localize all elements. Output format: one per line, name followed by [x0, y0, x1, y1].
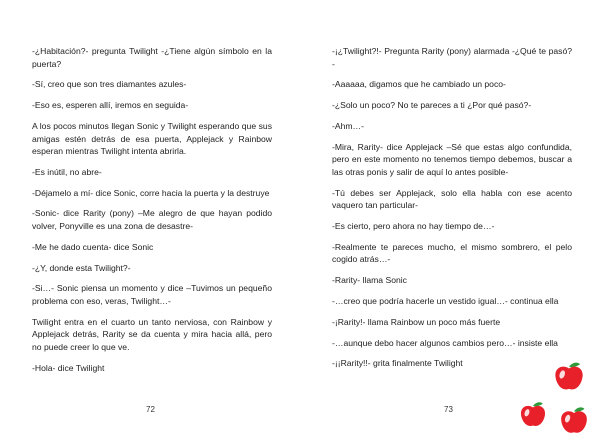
apple-cutie-mark-icon — [558, 405, 590, 437]
paragraph: -¡Rarity!- llama Rainbow un poco más fuerte — [332, 316, 501, 327]
paragraph: -¿Solo un poco? No te pareces a ti ¿Por qué pasó?- — [332, 100, 532, 111]
paragraph: Twilight entra en el cuarto un tanto nerviosa, con Rainbow y Applejack detrás, Rarity se da cuenta y mira hacia allá, pero no puede creer lo que ve. — [32, 316, 272, 352]
paragraph: -…aunque debo hacer algunos cambios pero…- insiste ella — [332, 337, 558, 348]
paragraph: -Ahm…- — [332, 120, 364, 131]
paragraph: -…creo que podría hacerle un vestido igual…- continua ella — [332, 296, 559, 306]
paragraph: -Sí, creo que son tres diamantes azules- — [32, 79, 187, 90]
paragraph: -Hola- dice Twilight — [32, 362, 105, 373]
apple-leaf-icon — [533, 402, 543, 406]
apple-cutie-mark-icon — [552, 360, 586, 394]
paragraph: A los pocos minutos llegan Sonic y Twilight esperando que sus amigas estén detrás de esa puerta, Applejack y Rainbow esperan mientras Twilight intenta abrirla. — [32, 120, 272, 157]
left-page-text — [32, 45, 272, 383]
apple-leaf-icon — [574, 407, 584, 411]
paragraph: -Tú debes ser Applejack, solo ella habla con ese acento vaquero tan particular- — [332, 187, 572, 211]
paragraph: -Eso es, esperen allí, iremos en seguida- — [32, 100, 189, 111]
right-page-text — [332, 45, 572, 378]
page-number: 73 — [444, 405, 453, 414]
paragraph: -Realmente te pareces mucho, el mismo sombrero, el pelo cogido atrás…- — [332, 241, 572, 265]
paragraph: -Es cierto, pero ahora no hay tiempo de…- — [332, 221, 495, 232]
paragraph: -Me he dado cuenta- dice Sonic — [32, 241, 154, 252]
paragraph: -¿Habitación?- pregunta Twilight -¿Tiene algún símbolo en la puerta? — [32, 46, 272, 69]
paragraph: -Es inútil, no abre- — [32, 166, 102, 177]
page-number: 72 — [146, 405, 155, 414]
paragraph: -Si…- Sonic piensa un momento y dice –Tuvimos un pequeño problema con eso, veras, Twilight…- — [32, 283, 272, 306]
paragraph: -Rarity- llama Sonic — [332, 275, 407, 286]
paragraph: -¡¿Twilight?!- Pregunta Rarity (pony) alarmada -¿Qué te pasó?- — [332, 46, 572, 69]
paragraph: -Sonic- dice Rarity (pony) –Me alegro de que hayan podido volver, Ponyville es una zona de desastre- — [32, 208, 272, 232]
apple-cutie-mark-icon — [518, 400, 548, 430]
paragraph: -Aaaaaa, digamos que he cambiado un poco- — [332, 79, 506, 90]
paragraph: -Mira, Rarity- dice Applejack –Sé que estas algo confundida, pero en este momento no tenemos tiempo debemos, buscar a las otras ponis y salir de aquí lo antes posible- — [332, 141, 572, 177]
paragraph: -¡¡Rarity!!- grita finalmente Twilight — [332, 358, 463, 369]
paragraph: -¿Y, donde esta Twilight?- — [32, 262, 131, 273]
apple-leaf-icon — [569, 363, 580, 368]
paragraph: -Déjamelo a mí- dice Sonic, corre hacia la puerta y la destruye — [32, 187, 270, 198]
